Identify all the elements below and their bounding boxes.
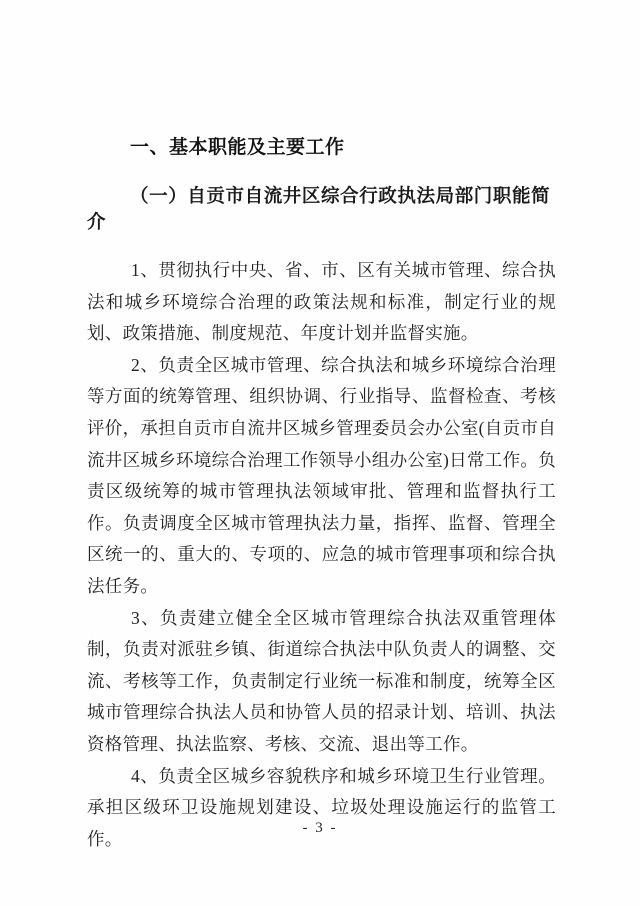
subsection-heading: （一）自贡市自流井区综合行政执法局部门职能简介 — [87, 187, 551, 233]
paragraph-4: 4、负责全区城乡容貌秩序和城乡环境卫生行业管理。承担区级环卫设施规划建设、垃圾处理设施运行的监管工作。 — [87, 765, 556, 849]
section-heading: 一、基本职能及主要工作 — [130, 137, 345, 158]
body-text — [87, 255, 556, 855]
page-number: - 3 - — [302, 820, 338, 836]
paragraph-3: 3、负责建立健全全区城市管理综合执法双重管理体制，负责对派驻乡镇、街道综合执法中队负责人的调整、交流、考核等工作，负责制定行业统一标准和制度，统筹全区城市管理综合执法人员和协管人员的招录计划、培训、执法资格管理、执法监察、考核、交流、退出等工作。 — [87, 607, 556, 754]
paragraph-1: 1、贯彻执行中央、省、市、区有关城市管理、综合执法和城乡环境综合治理的政策法规和标准，制定行业的规划、政策措施、制度规范、年度计划并监督实施。 — [87, 260, 556, 344]
paragraph-2: 2、负责全区城市管理、综合执法和城乡环境综合治理等方面的统筹管理、组织协调、行业指导、监督检查、考核评价，承担自贡市自流井区城乡管理委员会办公室(自贡市自流井区城乡环境综合治理工作领导小组办公室)日常工作。负责区级统筹的城市管理执法领域审批、管理和监督执行工作。负责调度全区城市管理执法力量，指挥、监督、管理全区统一的、重大的、专项的、应急的城市管理事项和综合执法任务。 — [87, 354, 556, 596]
